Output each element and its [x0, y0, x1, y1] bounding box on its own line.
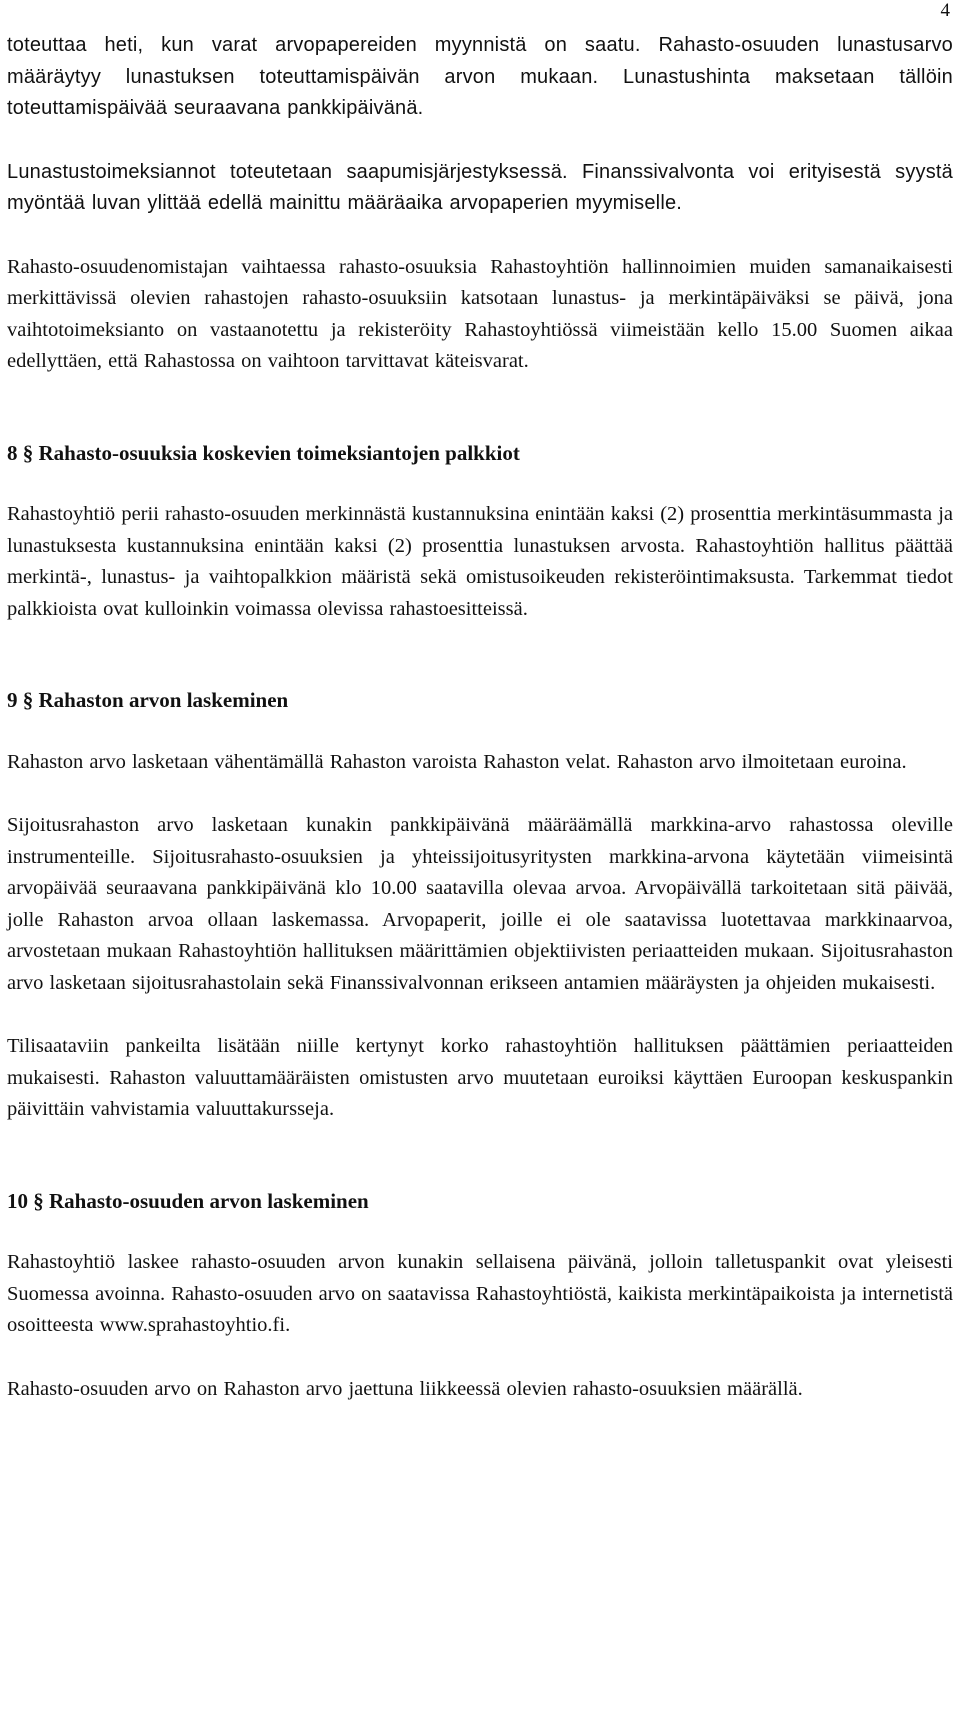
paragraph-redemption-timing: toteuttaa heti, kun varat arvopapereiden myynnistä on saatu. Rahasto-osuuden lunastusarvo määräytyy lunastuksen toteuttamispäivän arvon mukaan. Lunastushinta maksetaan tällöin toteuttamispäivää seuraavana pankkipäivänä.	[7, 34, 953, 119]
section-9-heading: 9 § Rahaston arvon laskeminen	[7, 688, 289, 712]
section-8-heading: 8 § Rahasto-osuuksia koskevien toimeksiantojen palkkiot	[7, 440, 520, 465]
section-10-paragraph-unit-value: Rahasto-osuuden arvo on Rahaston arvo jaettuna liikkeessä olevien rahasto-osuuksien määrällä.	[7, 1377, 803, 1400]
section-10-heading: 10 § Rahasto-osuuden arvon laskeminen	[7, 1188, 369, 1213]
section-9-paragraph-market-value: Sijoitusrahaston arvo lasketaan kunakin pankkipäivänä määräämällä markkina-arvo rahastossa oleville instrumenteille. Sijoitusrahasto-osuuksien ja yhteissijoitusyritysten markkina-arvona käytetään viimeisintä arvopäivää seuraavana pankkipäivänä klo 10.00 saatavilla olevaa arvoa. Arvopäivällä tarkoitetaan sitä päivää, jolle Rahaston arvoa ollaan laskemassa. Arvopaperit, joille ei ole saatavissa luotettavaa markkinaarvoa, arvostetaan mukaan Rahastoyhtiön hallituksen määrittämien objektiivisten periaatteiden mukaan. Sijoitusrahaston arvo lasketaan sijoitusrahastolain sekä Finanssivalvonnan erikseen antamien määräysten ja ohjeiden mukaisesti.	[7, 814, 953, 994]
paragraph-redemption-order: Lunastustoimeksiannot toteutetaan saapumisjärjestyksessä. Finanssivalvonta voi erityisestä syystä myöntää luvan ylittää edellä mainittu määräaika arvopaperien myymiselle.	[7, 160, 953, 214]
paragraph-fund-exchange: Rahasto-osuudenomistajan vaihtaessa rahasto-osuuksia Rahastoyhtiön hallinnoimien muiden samanaikaisesti merkittävissä olevien rahastojen rahasto-osuuksiin katsotaan lunastus- ja merkintäpäiväksi se päivä, jona vaihtotoimeksianto on vastaanotettu ja rekisteröity Rahastoyhtiössä viimeistään kello 15.00 Suomen aikaa edellyttäen, että Rahastossa on vaihtoon tarvittavat käteisvarat.	[7, 255, 953, 372]
section-8	[7, 438, 953, 626]
section-10-paragraph-calculation: Rahastoyhtiö laskee rahasto-osuuden arvon kunakin sellaisena päivänä, jolloin talletuspankit ovat yleisesti Suomessa avoinna. Rahasto-osuuden arvo on saatavissa Rahastoyhtiöstä, kaikista merkintäpaikoista ja internetistä osoitteesta www.sprahastoyhtio.fi.	[7, 1251, 953, 1336]
section-10	[7, 1186, 953, 1406]
section-9	[7, 685, 953, 1126]
page-number: 4	[940, 0, 950, 21]
section-8-paragraph-fees: Rahastoyhtiö perii rahasto-osuuden merkinnästä kustannuksina enintään kaksi (2) prosenttia merkintäsummasta ja lunastuksesta kustannuksina enintään kaksi (2) prosenttia lunastuksen arvosta. Rahastoyhtiön hallitus päättää merkintä-, lunastus- ja vaihtopalkkion määristä sekä omistusoikeuden rekisteröintimaksusta. Tarkemmat tiedot palkkioista ovat kulloinkin voimassa olevissa rahastoesitteissä.	[7, 503, 953, 620]
section-9-paragraph-fund-value: Rahaston arvo lasketaan vähentämällä Rahaston varoista Rahaston velat. Rahaston arvo ilmoitetaan euroina.	[7, 750, 907, 773]
section-9-paragraph-currency: Tilisaataviin pankeilta lisätään niille kertynyt korko rahastoyhtiön hallituksen päättämien periaatteiden mukaisesti. Rahaston valuuttamääräisten omistusten arvo muutetaan euroiksi käyttäen Euroopan keskuspankin päivittäin vahvistamia valuuttakursseja.	[7, 1035, 953, 1120]
document-body	[7, 30, 953, 1405]
